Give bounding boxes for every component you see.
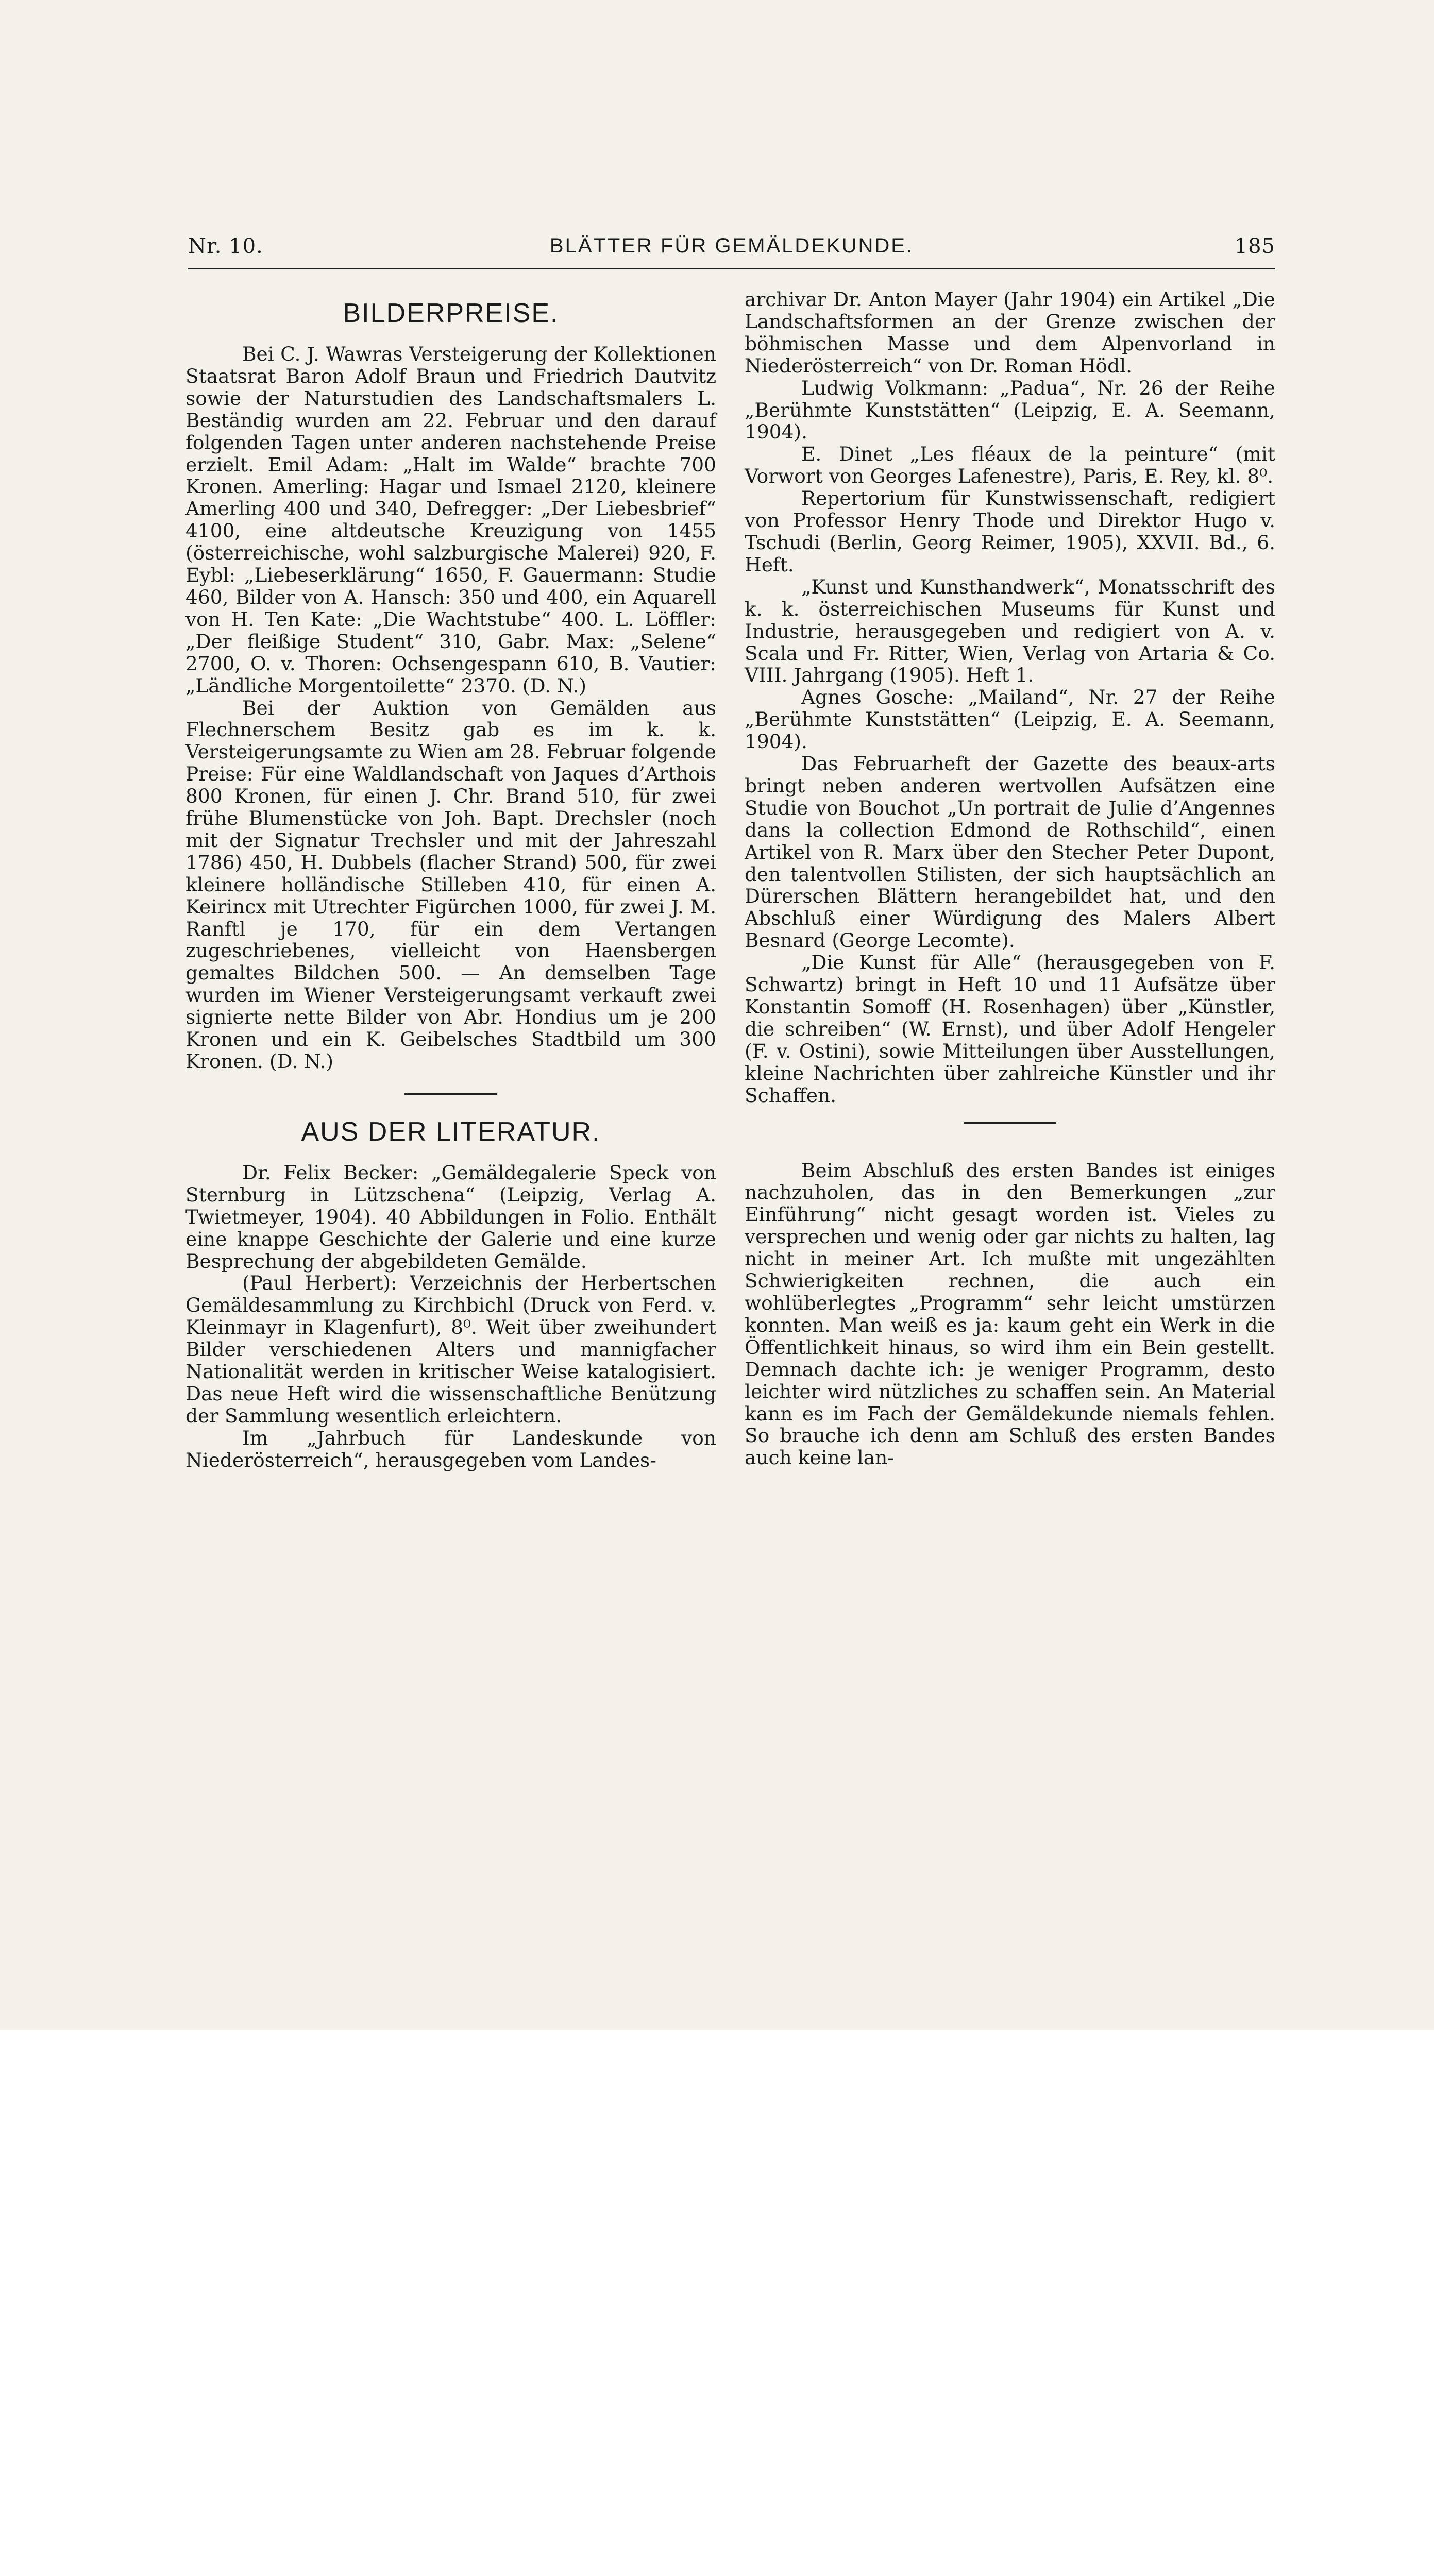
paragraph: Agnes Gosche: „Mailand“, Nr. 27 der Reihe „Berühmte Kunststätten“ (Leipzig, E. A. Seemann, 1904).	[745, 686, 1275, 753]
paragraph: Beim Abschluß des ersten Bandes ist einiges nachzuholen, das in den Bemerkungen „zur Einführung“ nicht gesagt worden ist. Vieles zu versprechen und wenig oder gar nichts zu halten, lag nicht in meiner Art. Ich mußte mit ungezählten Schwierigkeiten rechnen, die auch ein wohlüberlegtes „Programm“ sehr leicht umstürzen konnten. Man weiß es ja: kaum geht ein Werk in die Öffentlichkeit hinaus, so wird ihm ein Bein gestellt. Demnach dachte ich: je weniger Programm, desto leichter wird nützliches zu schaffen sein. An Material kann es im Fach der Gemäldekunde niemals fehlen. So brauche ich denn am Schluß des ersten Bandes auch keine lan-	[745, 1159, 1275, 1469]
paragraph: Repertorium für Kunstwissenschaft, redigiert von Professor Henry Thode und Direktor Hugo v. Tschudi (Berlin, Georg Reimer, 1905), XXVII. Bd., 6. Heft.	[745, 487, 1275, 576]
paragraph: „Kunst und Kunsthandwerk“, Monatsschrift des k. k. österreichischen Museums für Kunst und Industrie, herausgegeben und redigiert von A. v. Scala und Fr. Ritter, Wien, Verlag von Artaria & Co. VIII. Jahrgang (1905). Heft 1.	[745, 575, 1275, 687]
paragraph: Bei der Auktion von Gemälden aus Flechnerschem Besitz gab es im k. k. Versteigerungsamte zu Wien am 28. Februar folgende Preise: Für eine Waldlandschaft von Jaques d’Arthois 800 Kronen, für einen J. Chr. Brand 510, für zwei frühe Blumenstücke von Joh. Bapt. Drechsler (noch mit der Signatur Trechsler und mit der Jahreszahl 1786) 450, H. Dubbels (flacher Strand) 500, für zwei kleinere holländische Stilleben 410, für einen A. Keirincx mit Utrechter Figürchen 1000, für zwei J. M. Ranftl je 170, für ein dem Vertangen zugeschriebenes, vielleicht von Haensbergen gemaltes Bildchen 500. — An demselben Tage wurden im Wiener Versteigerungsamt verkauft zwei signierte nette Bilder von Abr. Hondius um je 200 Kronen und ein K. Geibelsches Stadtbild um 300 Kronen. (D. N.)	[185, 696, 716, 1073]
issue-number: Nr. 10.	[188, 234, 263, 258]
journal-title: BLÄTTER FÜR GEMÄLDEKUNDE.	[549, 234, 914, 257]
running-header	[188, 234, 1275, 270]
paragraph: Im „Jahrbuch für Landeskunde von Niederösterreich“, herausgegeben vom Landes-	[185, 1426, 716, 1471]
page-number: 185	[1234, 234, 1275, 258]
paragraph: E. Dinet „Les fléaux de la peinture“ (mit Vorwort von Georges Lafenestre), Paris, E. Rey, kl. 8⁰.	[745, 443, 1275, 488]
section-title-bilderpreise: BILDERPREISE.	[343, 298, 559, 328]
paragraph: Dr. Felix Becker: „Gemäldegalerie Speck von Sternburg in Lützschena“ (Leipzig, Verlag A. Twietmeyer, 1904). 40 Abbildungen in Folio. Enthält eine knappe Geschichte der Galerie und eine kurze Besprechung der abgebildeten Gemälde.	[185, 1161, 716, 1273]
paragraph: Das Februarheft der Gazette des beaux-arts bringt neben anderen wertvollen Aufsätzen eine Studie von Bouchot „Un portrait de Julie d’Angennes dans la collection Edmond de Rothschild“, einen Artikel von R. Marx über den Stecher Peter Dupont, den talentvollen Stilisten, der sich hauptsächlich an Dürerschen Blättern herangebildet hat, und den Abschluß einer Würdigung des Malers Albert Besnard (George Lecomte).	[745, 752, 1275, 952]
paragraph: Bei C. J. Wawras Versteigerung der Kollektionen Staatsrat Baron Adolf Braun und Friedrich Dautvitz sowie der Naturstudien des Landschaftsmalers L. Beständig wurden am 22. Februar und den darauf folgenden Tagen unter anderen nachstehende Preise erzielt. Emil Adam: „Halt im Walde“ brachte 700 Kronen. Amerling: Hagar und Ismael 2120, kleinere Amerling 400 und 340, Defregger: „Der Liebesbrief“ 4100, eine altdeutsche Kreuzigung von 1455 (österreichische, wohl salzburgische Malerei) 920, F. Eybl: „Liebeserklärung“ 1650, F. Gauermann: Studie 460, Bilder von A. Hansch: 350 und 400, ein Aquarell von H. Ten Kate: „Die Wachtstube“ 400. L. Löffler: „Der fleißige Student“ 310, Gabr. Max: „Selene“ 2700, O. v. Thoren: Ochsengespann 610, B. Vautier: „Ländliche Morgentoilette“ 2370. (D. N.)	[185, 343, 716, 697]
paragraph: Ludwig Volkmann: „Padua“, Nr. 26 der Reihe „Berühmte Kunststätten“ (Leipzig, E. A. Seemann, 1904).	[745, 376, 1275, 444]
paragraph: „Die Kunst für Alle“ (herausgegeben von F. Schwartz) bringt in Heft 10 und 11 Aufsätze über Konstantin Somoff (H. Rosenhagen) über „Künstler, die schreiben“ (W. Ernst), und über Adolf Hengeler (F. v. Ostini), sowie Mitteilungen über Ausstellungen, kleine Nachrichten über zahlreiche Künstler und ihr Schaffen.	[745, 951, 1275, 1107]
paragraph: (Paul Herbert): Verzeichnis der Herbertschen Gemäldesammlung zu Kirchbichl (Druck von Ferd. v. Kleinmayr in Klagenfurt), 8⁰. Weit über zweihundert Bilder verschiedenen Alters und mannigfacher Nationalität werden in kritischer Weise katalogisiert. Das neue Heft wird die wissenschaftliche Benützung der Sammlung wesentlich erleichtern.	[185, 1272, 716, 1427]
right-column	[745, 289, 1275, 1469]
section-title-literatur: AUS DER LITERATUR.	[301, 1116, 601, 1147]
paragraph: archivar Dr. Anton Mayer (Jahr 1904) ein Artikel „Die Landschaftsformen an der Grenze zwischen der böhmischen Masse und dem Alpenvorland in Niederösterreich“ von Dr. Roman Hödl.	[745, 288, 1275, 377]
left-column	[185, 289, 716, 1471]
header-rule	[188, 268, 1275, 269]
footer-bar	[0, 2030, 1434, 2220]
